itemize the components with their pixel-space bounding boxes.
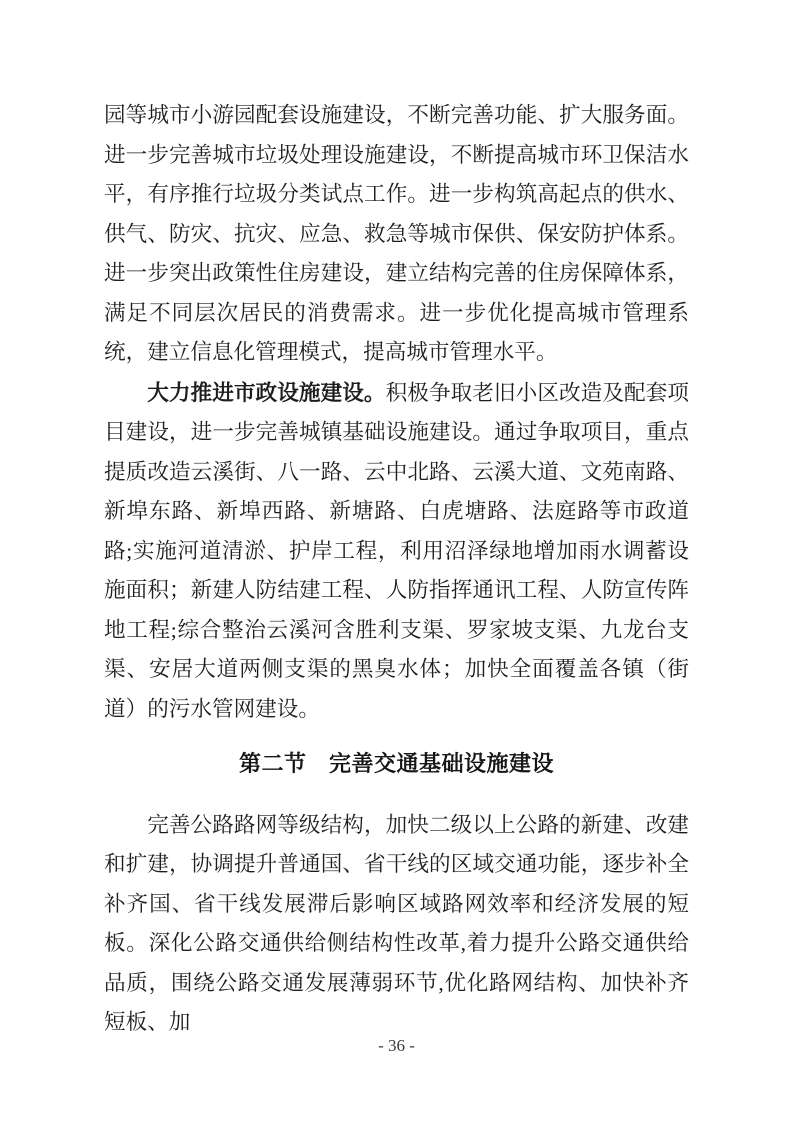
document-body xyxy=(104,96,689,1043)
page-number: - 36 - xyxy=(378,1036,415,1055)
paragraph-lead-bold: 大力推进市政设施建设。 xyxy=(147,379,386,405)
paragraph-municipal-facilities xyxy=(104,373,689,730)
paragraph-road-network: 完善公路路网等级结构，加快二级以上公路的新建、改建和扩建，协调提升普通国、省干线的区域交通功能，逐步补全补齐国、省干线发展滞后影响区域路网效率和经济发展的短板。深化公路交通供给侧结构性改革,着力提升公路交通供给品质，围绕公路交通发展薄弱环节,优化路网结构、加快补齐短板、加 xyxy=(104,812,689,1034)
paragraph-urban-facilities: 园等城市小游园配套设施建设，不断完善功能、扩大服务面。进一步完善城市垃圾处理设施建设，不断提高城市环卫保洁水平，有序推行垃圾分类试点工作。进一步构筑高起点的供水、供气、防灾、抗灾、应急、救急等城市保供、保安防护体系。进一步突出政策性住房建设，建立结构完善的住房保障体系，满足不同层次居民的消费需求。进一步优化提高城市管理系统，建立信息化管理模式，提高城市管理水平。 xyxy=(104,103,689,364)
paragraph-municipal-text: 积极争取老旧小区改造及配套项目建设，进一步完善城镇基础设施建设。通过争取项目，重点提质改造云溪街、八一路、云中北路、云溪大道、文苑南路、新埠东路、新埠西路、新塘路、白虎塘路、法庭路等市政道路;实施河道清淤、护岸工程，利用沼泽绿地增加雨水调蓄设施面积；新建人防结建工程、人防指挥通讯工程、人防宣传阵地工程;综合整治云溪河含胜利支渠、罗家坡支渠、九龙台支渠、安居大道两侧支渠的黑臭水体；加快全面覆盖各镇（街道）的污水管网建设。 xyxy=(104,380,689,721)
section-heading: 第二节 完善交通基础设施建设 xyxy=(238,751,554,776)
